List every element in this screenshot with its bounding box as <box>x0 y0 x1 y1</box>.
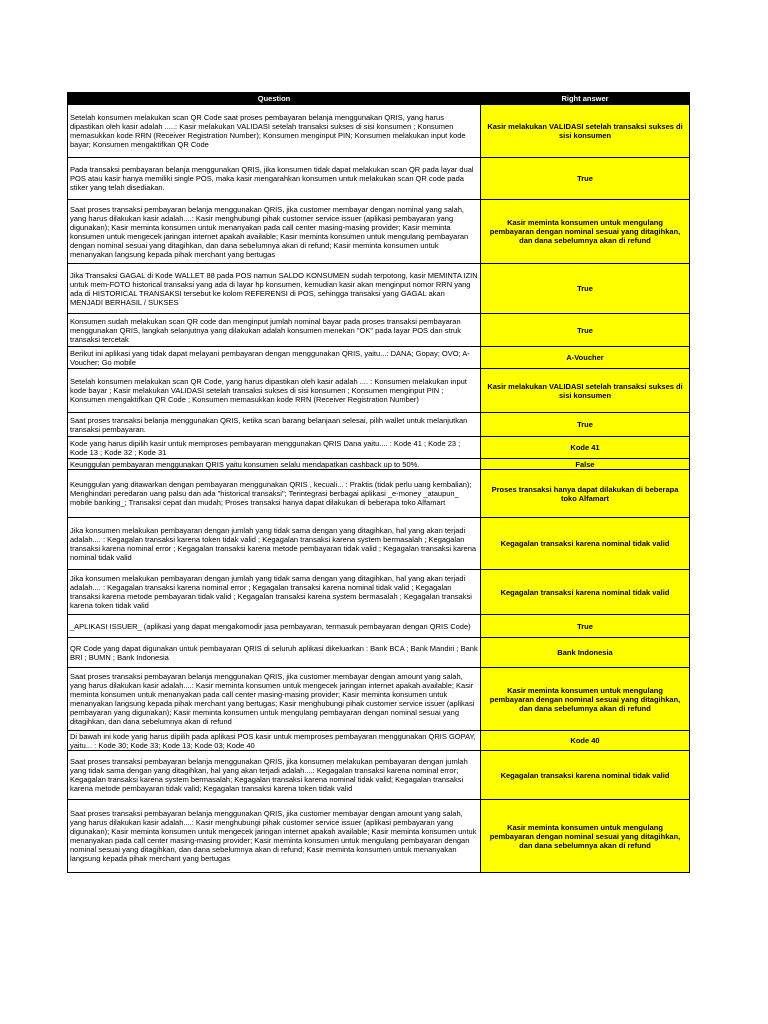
question-cell: Saat proses transaksi pembayaran belanja menggunakan QRIS, jika customer membayar dengan amount yang salah, yang harus dilakukan kasir adalah....: Kasir meminta konsumen untuk mengecek jaringan internet apakah available; Kasir meminta konsumen untuk menanyakan pada call center masing-masing provider; Kasir meminta konsumen untuk menanyakan langsung kepada pihak merchant yang bertugas; Kasir menghubungi pihak customer service issuer (aplikasi pembayaran yang digunakan); Kasir meminta konsumen untuk mengulang pembayaran dengan nominal sesuai yang ditagihkan, dan dana sebelumnya akan di refund <box>68 668 481 731</box>
answer-cell: False <box>481 459 690 470</box>
question-cell: Berikut ini aplikasi yang tidak dapat melayani pembayaran dengan menggunakan QRIS, yaitu...: DANA; Gopay; OVO; A-Voucher; Go mobile <box>68 347 481 369</box>
qa-table <box>67 92 690 873</box>
answer-cell: Kasir meminta konsumen untuk mengulang pembayaran dengan nominal sesuai yang ditagihkan, dan dana sebelumnya akan di refund <box>481 668 690 731</box>
question-cell: Pada transaksi pembayaran belanja menggunakan QRIS, jika konsumen tidak dapat melakukan scan QR pada layar dual POS atau kasir hanya memiliki single POS, maka kasir mengarahkan konsumen untuk melakukan scan QR code pada stiker yang telah disediakan. <box>68 158 481 200</box>
question-cell: Setelah konsumen melakukan scan QR Code saat proses pembayaran belanja menggunakan QRIS, yang harus dipastikan oleh kasir adalah .....: Kasir melakukan VALIDASI setelah transaksi sukses di sisi konsumen ; Konsumen memasukkan kode RRN (Receiver Registration Number); Konsumen menginput PIN; Konsumen melakukan input kode bayar; Konsumen mengaktifkan QR Code <box>68 105 481 158</box>
answer-cell: Kasir melakukan VALIDASI setelah transaksi sukses di sisi konsumen <box>481 105 690 158</box>
question-cell: Jika konsumen melakukan pembayaran dengan jumlah yang tidak sama dengan yang ditagihkan, hal yang akan terjadi adalah.... : Kegagalan transaksi karena nominal error ; Kegagalan transaksi karena nominal tidak valid ; Kegagalan transaksi karena metode pembayaran tidak valid ; Kegagalan transaksi karena system bermasalah ; Kegagalan transaksi karena token tidak valid <box>68 570 481 615</box>
header-row <box>68 93 690 105</box>
table-row <box>68 668 690 731</box>
table-row <box>68 800 690 873</box>
question-cell: QR Code yang dapat digunakan untuk pembayaran QRIS di seluruh aplikasi dikeluarkan : Bank BCA ; Bank Mandiri ; Bank BRI ; BUMN ; Bank Indonesia <box>68 638 481 668</box>
table-row <box>68 413 690 437</box>
question-cell: Saat proses transaksi pembayaran belanja menggunakan QRIS, jika konsumen melakukan pembayaran dengan jumlah yang tidak sama dengan yang ditagihkan, hal yang akan terjadi adalah....: Kegagalan transaksi karena nominal error; Kegagalan transaksi karena system bermasalah; Kegagalan transaksi karena nominal tidak valid; Kegagalan transaksi karena metode pembayaran tidak valid; Kegagalan transaksi karena token tidak valid <box>68 751 481 800</box>
answer-cell: True <box>481 314 690 347</box>
answer-cell: Kegagalan transaksi karena nominal tidak valid <box>481 570 690 615</box>
answer-cell: True <box>481 264 690 314</box>
table-row <box>68 347 690 369</box>
table-row <box>68 314 690 347</box>
question-cell: Jika Transaksi GAGAL di Kode WALLET 88 pada POS namun SALDO KONSUMEN sudah terpotong, kasir MEMINTA IZIN untuk mem-FOTO historical transaksi yang ada di layar hp konsumen, kemudian kasir akan menginput nomor RRN yang ada di HISTORICAL TRANSAKSI tersebut ke kolom REFERENSI di POS, sehingga transaksi yang GAGAL akan MENJADI BERHASIL / SUKSES <box>68 264 481 314</box>
table-row <box>68 615 690 638</box>
table-row <box>68 751 690 800</box>
question-cell: Saat proses transaksi pembayaran belanja menggunakan QRIS, jika customer membayar dengan nominal yang salah, yang harus dilakukan kasir adalah....: Kasir menghubungi pihak customer service issuer (aplikasi pembayaran yang digunakan); Kasir meminta konsumen untuk menanyakan pada call center masing-masing provider; Kasir meminta konsumen untuk mengecek jaringan internet apakah available; Kasir meminta konsumen untuk mengulang pembayaran dengan nominal sesuai yang ditagihkan, dan dana sebelumnya akan di refund; Kasir meminta konsumen untuk menanyakan langsung kepada pihak merchant yang bertugas <box>68 200 481 264</box>
question-cell: _APLIKASI ISSUER_ (aplikasi yang dapat mengakomodir jasa pembayaran, termasuk pembayaran dengan QRIS Code) <box>68 615 481 638</box>
table-row <box>68 518 690 570</box>
table-row <box>68 459 690 470</box>
question-cell: Di bawah ini kode yang harus dipilih pada aplikasi POS kasir untuk memproses pembayaran menggunakan QRIS GOPAY, yaitu... : Kode 30; Kode 33; Kode 13; Kode 03; Kode 40 <box>68 731 481 751</box>
answer-cell: True <box>481 615 690 638</box>
table-row <box>68 570 690 615</box>
answer-cell: A-Voucher <box>481 347 690 369</box>
question-cell: Saat proses transaksi belanja menggunakan QRIS, ketika scan barang belanjaan selesai, pilih wallet untuk melanjutkan transaksi pembayaran. <box>68 413 481 437</box>
question-cell: Konsumen sudah melakukan scan QR code dan menginput jumlah nominal bayar pada proses transaksi pembayaran menggunakan QRIS, langkah selanjutnya yang dilakukan adalah konsumen menekan "OK" pada layar POS dan struk transaksi tercetak <box>68 314 481 347</box>
table-row <box>68 638 690 668</box>
question-cell: Setelah konsumen melakukan scan QR Code, yang harus dipastikan oleh kasir adalah .... : Konsumen melakukan input kode bayar ; Kasir melakukan VALIDASI setelah transaksi sukses di sisi konsumen ; Konsumen menginput PIN ; Konsumen mengaktifkan QR Code ; Konsumen memasukkan kode RRN (Receiver Registration Number) <box>68 369 481 413</box>
table-row <box>68 158 690 200</box>
answer-cell: Bank Indonesia <box>481 638 690 668</box>
answer-cell: Kode 41 <box>481 437 690 459</box>
answer-cell: True <box>481 158 690 200</box>
table-row <box>68 105 690 158</box>
answer-header: Right answer <box>481 93 690 105</box>
question-cell: Keunggulan yang ditawarkan dengan pembayaran menggunakan QRIS , kecuali... : Praktis (tidak perlu uang kembalian); Menghindari peredaran uang palsu dan ada "historical transaksi"; Terintegrasi berbagai aplikasi _e-money _ataupun_ mobile banking_; Transaksi cepat dan mudah; Proses transaksi hanya dapat dilakukan di beberapa toko Alfamart <box>68 470 481 518</box>
answer-cell: Kasir meminta konsumen untuk mengulang pembayaran dengan nominal sesuai yang ditagihkan, dan dana sebelumnya akan di refund <box>481 800 690 873</box>
table-row <box>68 437 690 459</box>
table-row <box>68 731 690 751</box>
answer-cell: Kegagalan transaksi karena nominal tidak valid <box>481 751 690 800</box>
table-row <box>68 369 690 413</box>
question-header: Question <box>68 93 481 105</box>
answer-cell: Kegagalan transaksi karena nominal tidak valid <box>481 518 690 570</box>
answer-cell: Proses transaksi hanya dapat dilakukan di beberapa toko Alfamart <box>481 470 690 518</box>
question-cell: Kode yang harus dipilih kasir untuk memproses pembayaran menggunakan QRIS Dana yaitu.... : Kode 41 ; Kode 23 ; Kode 13 ; Kode 32 ; Kode 31 <box>68 437 481 459</box>
table-row <box>68 264 690 314</box>
table-row <box>68 200 690 264</box>
table-row <box>68 470 690 518</box>
question-cell: Jika konsumen melakukan pembayaran dengan jumlah yang tidak sama dengan yang ditagihkan, hal yang akan terjadi adalah.... : Kegagalan transaksi karena token tidak valid ; Kegagalan transaksi karena system bermasalah ; Kegagalan transaksi karena nominal error ; Kegagalan transaksi karena metode pembayaran tidak valid ; Kegagalan transaksi karena nominal tidak valid <box>68 518 481 570</box>
answer-cell: True <box>481 413 690 437</box>
answer-cell: Kasir melakukan VALIDASI setelah transaksi sukses di sisi konsumen <box>481 369 690 413</box>
answer-cell: Kasir meminta konsumen untuk mengulang pembayaran dengan nominal sesuai yang ditagihkan, dan dana sebelumnya akan di refund <box>481 200 690 264</box>
question-cell: Saat proses transaksi pembayaran belanja menggunakan QRIS, jika customer membayar dengan amount yang salah, yang harus dilakukan kasir adalah....: Kasir menghubungi pihak customer service issuer (aplikasi pembayaran yang digunakan); Kasir meminta konsumen untuk mengecek jaringan internet apakah available; Kasir meminta konsumen untuk menanyakan pada call center masing-masing provider; Kasir meminta konsumen untuk mengulang pembayaran dengan nominal sesuai yang ditagihkan, dan dana sebelumnya akan di refund; Kasir meminta konsumen untuk menanyakan langsung kepada pihak merchant yang bertugas <box>68 800 481 873</box>
question-cell: Keunggulan pembayaran menggunakan QRIS yaitu konsumen selalu mendapatkan cashback up to 50%. <box>68 459 481 470</box>
answer-cell: Kode 40 <box>481 731 690 751</box>
